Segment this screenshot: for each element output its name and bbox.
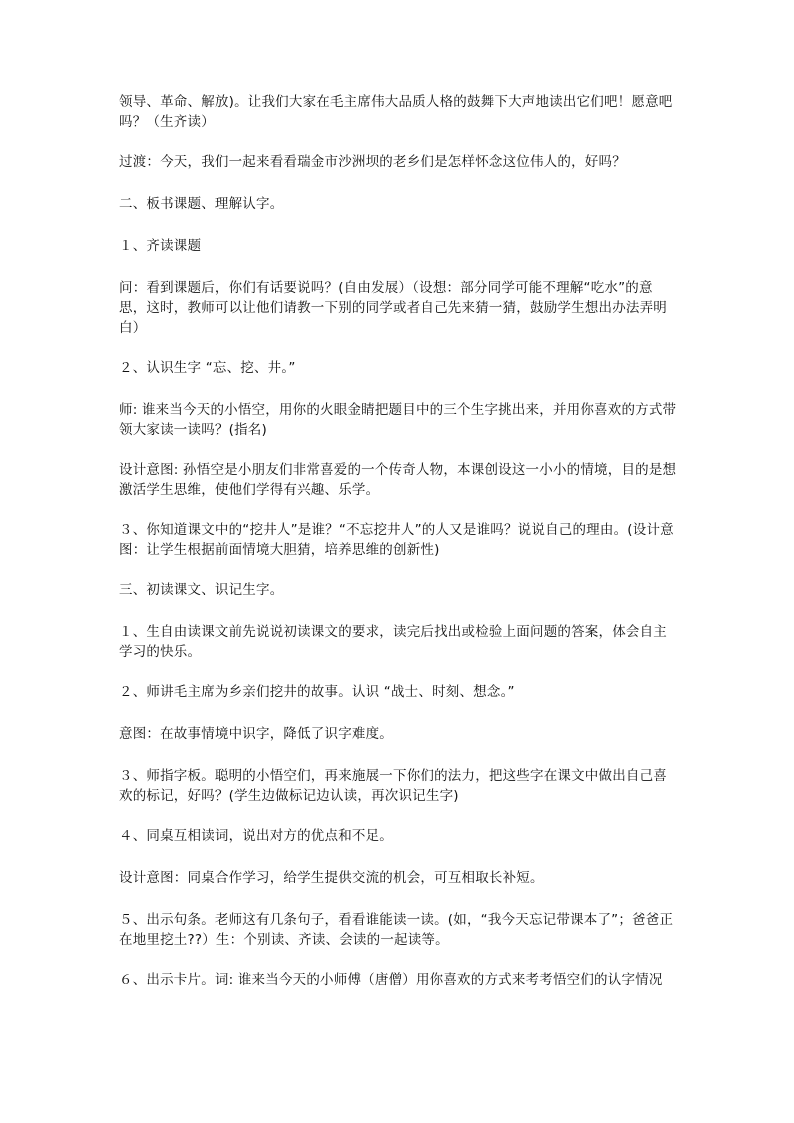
document-body (119, 92, 679, 1012)
paragraph-teacher-prompt: 师: 谁来当今天的小悟空，用你的火眼金睛把题目中的三个生字挑出来，并用你喜欢的方式带领大家读一读吗？(指名) (119, 402, 677, 438)
step-flash-cards: ６、出示卡片。词: 谁来当今天的小师傅（唐僧）用你喜欢的方式来考考悟空们的认字情况 (119, 972, 663, 988)
step-sentence-strips: ５、出示句条。老师这有几条句子，看看谁能读一读。(如，“我今天忘记带课本了”；爸爸正在地里挖土??）生：个别读、齐读、会读的一起读等。 (119, 912, 674, 948)
paragraph-transition: 过渡：今天，我们一起来看看瑞金市沙洲坝的老乡们是怎样怀念这位伟人的，好吗？ (119, 154, 626, 170)
section-heading-3: 三、初读课文、识记生字。 (119, 582, 284, 598)
paragraph-intro-reading: 领导、革命、解放)。让我们大家在毛主席伟大品质人格的鼓舞下大声地读出它们吧！愿意吧吗？（生齐读） (119, 94, 673, 130)
paragraph-question: 问：看到课题后，你们有话要说吗？(自由发展）（设想：部分同学可能不理解“吃水”的意思，这时，教师可以让他们请教一下别的同学或者自己先来猜一猜，鼓励学生想出办法弄明白） (119, 280, 667, 336)
paragraph-design-intent-2: 设计意图：同桌合作学习，给学生提供交流的机会，可互相取长补短。 (119, 870, 544, 886)
step-story: ２、师讲毛主席为乡亲们挖井的故事。认识 “战士、时刻、想念。” (119, 684, 515, 700)
step-read-title: １、齐读课题 (119, 238, 202, 254)
step-free-reading: １、生自由读课文前先说说初读课文的要求，读完后找出或检验上面问题的答案，体会自主学习的快乐。 (119, 624, 667, 660)
step-character-board: ３、师指字板。聪明的小悟空们，再来施展一下你们的法力，把这些字在课文中做出自己喜欢的标记，好吗？(学生边做标记边认读，再次识记生字) (119, 768, 667, 804)
section-heading-2: 二、板书课题、理解认字。 (119, 196, 284, 212)
step-partner-reading: ４、同桌互相读词，说出对方的优点和不足。 (119, 828, 393, 844)
paragraph-intent-story: 意图：在故事情境中识字，降低了识字难度。 (119, 726, 393, 742)
step-recognize-characters: ２、认识生字 “忘、挖、井。” (119, 360, 296, 376)
step-well-digger: ３、你知道课文中的“挖井人”是谁？“不忘挖井人”的人又是谁吗？说说自己的理由。(设计意图：让学生根据前面情境大胆猜，培养思维的创新性) (119, 522, 674, 558)
paragraph-design-intent-1: 设计意图: 孙悟空是小朋友们非常喜爱的一个传奇人物，本课创设这一小小的情境，目的是想激活学生思维，使他们学得有兴趣、乐学。 (119, 462, 677, 498)
